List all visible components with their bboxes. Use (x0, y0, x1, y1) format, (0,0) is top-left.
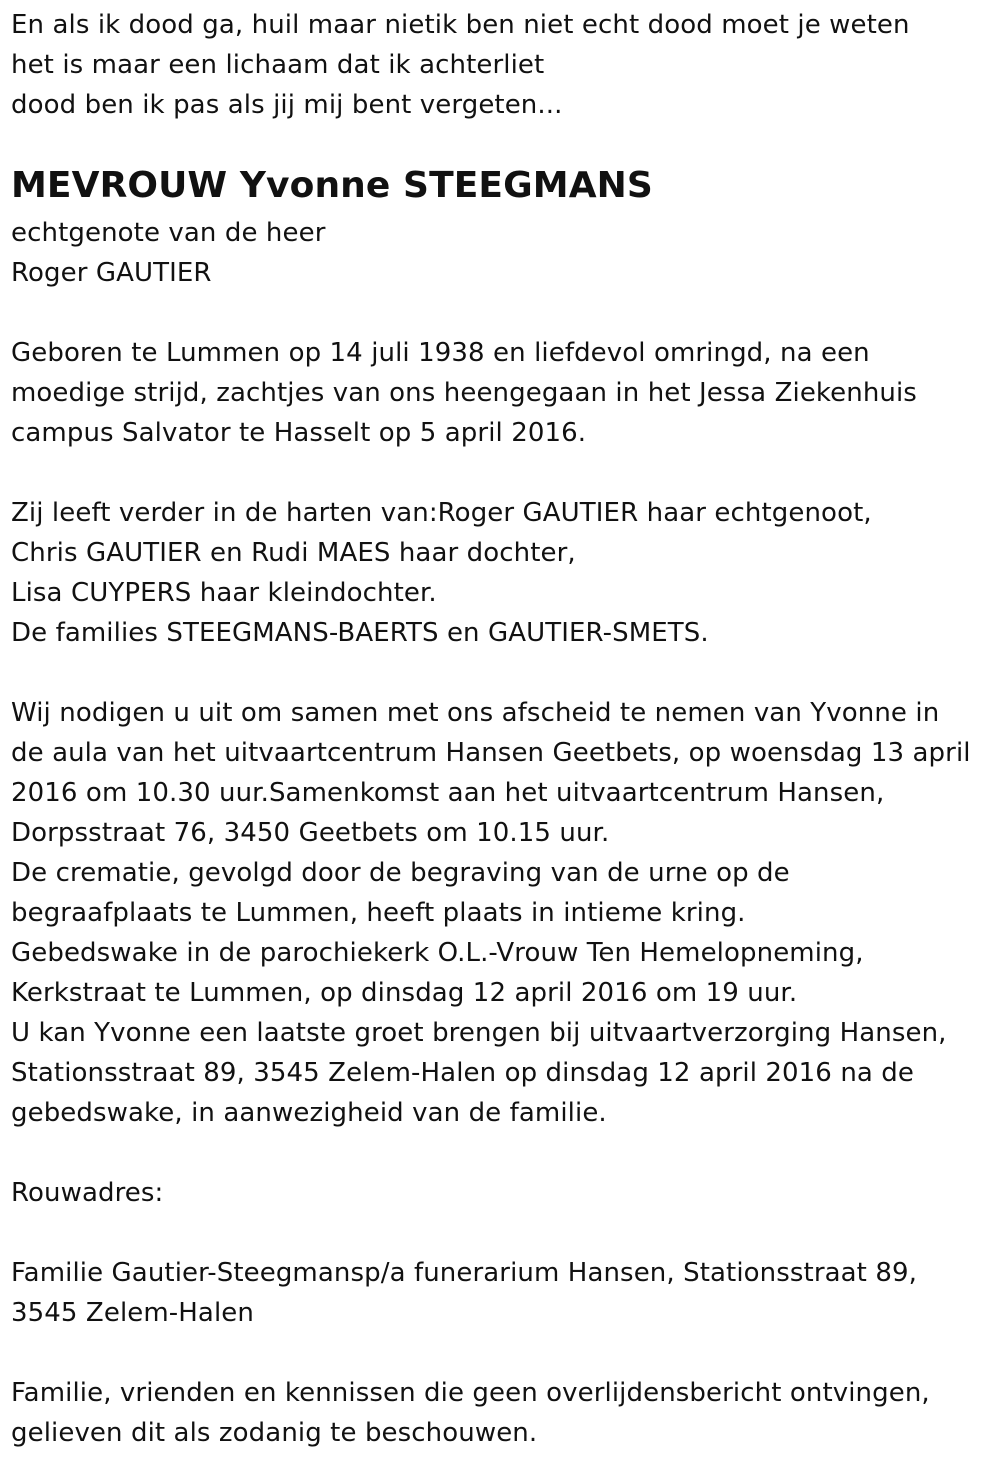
relation-line: Roger GAUTIER (11, 258, 212, 288)
ceremony-line: De crematie, gevolgd door de begraving van de urne op de (11, 858, 790, 888)
ceremony-line: Stationsstraat 89, 3545 Zelem-Halen op dinsdag 12 april 2016 na de (11, 1058, 914, 1088)
ceremony-line: gebedswake, in aanwezigheid van de familie. (11, 1098, 607, 1128)
poem-line: En als ik dood ga, huil maar nietik ben niet echt dood moet je weten (11, 10, 910, 40)
ceremony-line: Dorpsstraat 76, 3450 Geetbets om 10.15 uur. (11, 818, 610, 848)
ceremony-line: begraafplaats te Lummen, heeft plaats in intieme kring. (11, 898, 746, 928)
ceremony-line: U kan Yvonne een laatste groet brengen bij uitvaartverzorging Hansen, (11, 1018, 947, 1048)
address-label: Rouwadres: (11, 1178, 164, 1208)
address-line: 3545 Zelem-Halen (11, 1298, 254, 1328)
survivors-line: De families STEEGMANS-BAERTS en GAUTIER-SMETS. (11, 618, 709, 648)
survivors-line: Zij leeft verder in de harten van:Roger GAUTIER haar echtgenoot, (11, 498, 872, 528)
ceremony-line: Wij nodigen u uit om samen met ons afscheid te nemen van Yvonne in (11, 698, 940, 728)
birth-death-line: moedige strijd, zachtjes van ons heengegaan in het Jessa Ziekenhuis (11, 378, 917, 408)
survivors-line: Chris GAUTIER en Rudi MAES haar dochter, (11, 538, 576, 568)
poem-line: het is maar een lichaam dat ik achterliet (11, 50, 545, 80)
deceased-name: MEVROUW Yvonne STEEGMANS (11, 165, 653, 206)
address-line: Familie Gautier-Steegmansp/a funerarium Hansen, Stationsstraat 89, (11, 1258, 917, 1288)
ceremony-line: 2016 om 10.30 uur.Samenkomst aan het uitvaartcentrum Hansen, (11, 778, 885, 808)
birth-death-line: campus Salvator te Hasselt op 5 april 2016. (11, 418, 587, 448)
poem-line: dood ben ik pas als jij mij bent vergeten... (11, 90, 563, 120)
birth-death-line: Geboren te Lummen op 14 juli 1938 en liefdevol omringd, na een (11, 338, 870, 368)
ceremony-line: Kerkstraat te Lummen, op dinsdag 12 april 2016 om 19 uur. (11, 978, 798, 1008)
relation-line: echtgenote van de heer (11, 218, 326, 248)
survivors-line: Lisa CUYPERS haar kleindochter. (11, 578, 437, 608)
closing-line: Familie, vrienden en kennissen die geen overlijdensbericht ontvingen, (11, 1378, 930, 1408)
ceremony-line: Gebedswake in de parochiekerk O.L.-Vrouw Ten Hemelopneming, (11, 938, 864, 968)
closing-line: gelieven dit als zodanig te beschouwen. (11, 1418, 538, 1448)
ceremony-line: de aula van het uitvaartcentrum Hansen Geetbets, op woensdag 13 april (11, 738, 971, 768)
